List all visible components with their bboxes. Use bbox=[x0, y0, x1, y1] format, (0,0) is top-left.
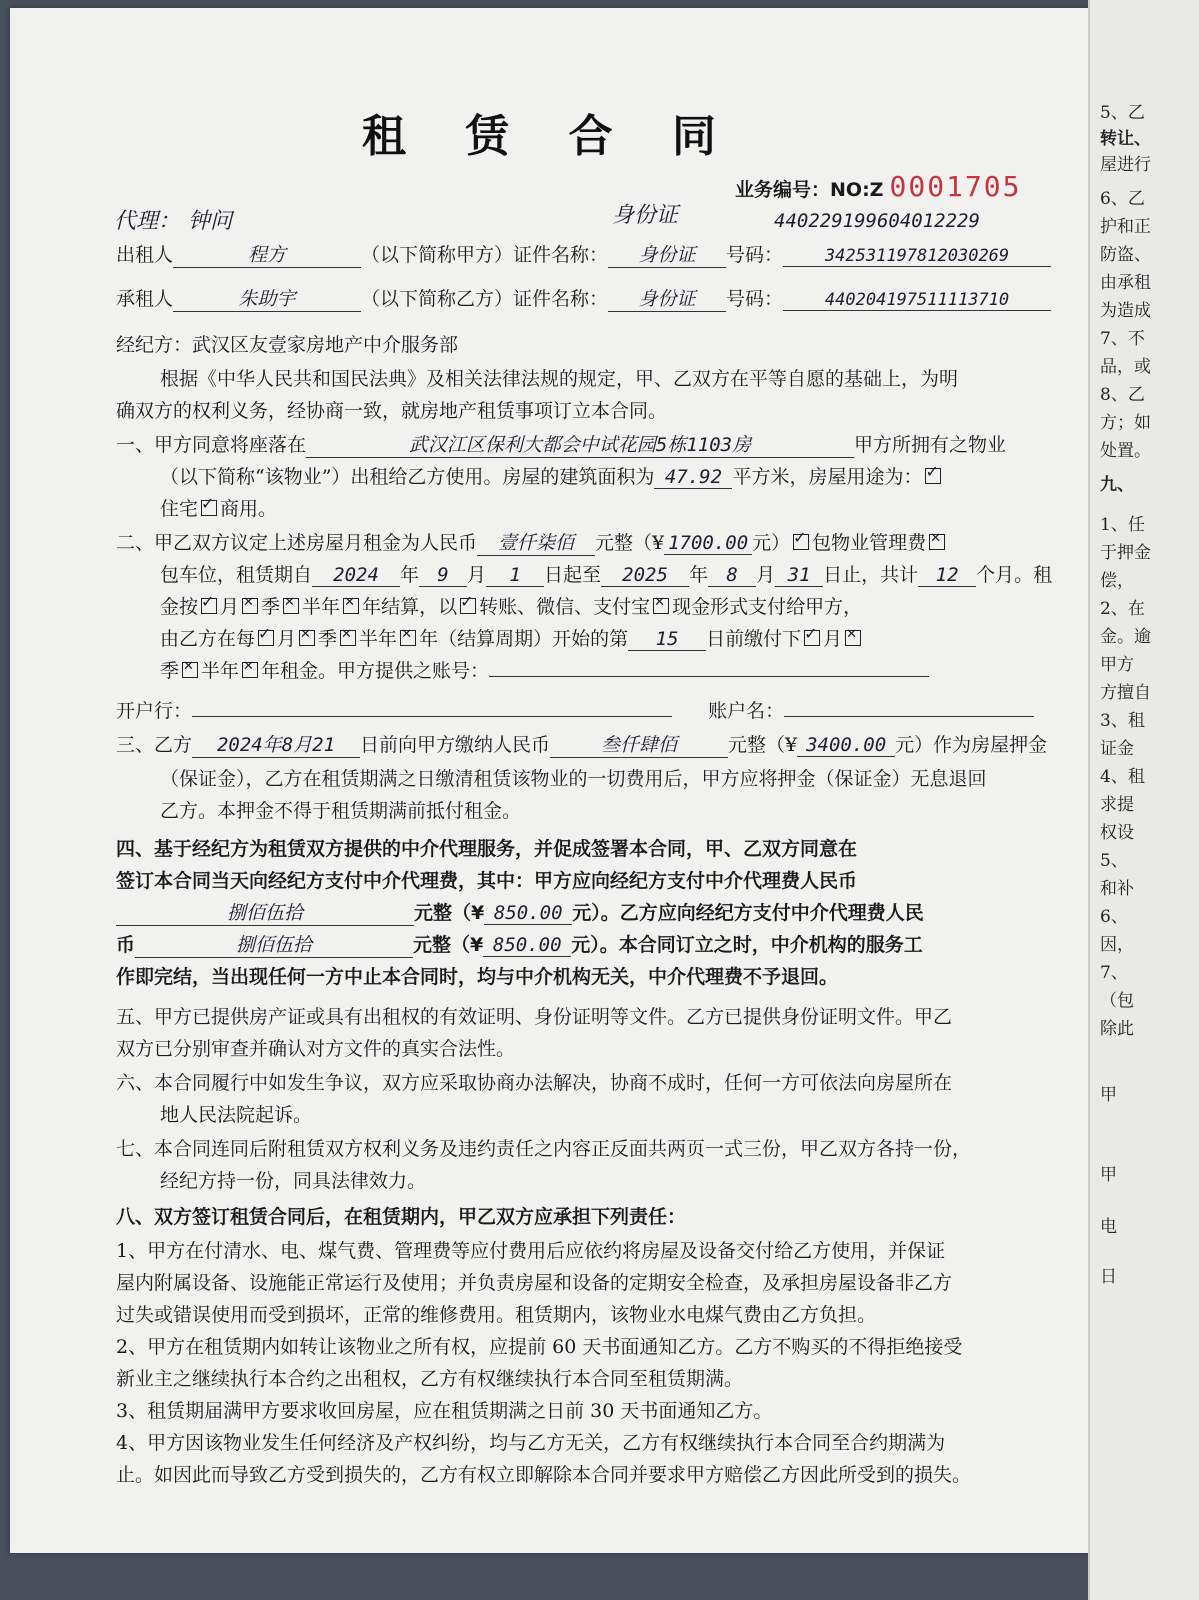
side-text: 防盗、 bbox=[1100, 245, 1151, 265]
clause-5-line-1: 五、甲方已提供房产证或具有出租权的有效证明、身份证明等文件。乙方已提供身份证明文件。甲乙 bbox=[116, 1006, 953, 1028]
clause-8-line: 3、租赁期届满甲方要求收回房屋，应在租赁期满之日前 30 天书面通知乙方。 bbox=[116, 1400, 773, 1422]
side-text: 九、 bbox=[1100, 475, 1134, 495]
clause-8-line: 2、甲方在租赁期内如转让该物业之所有权，应提前 60 天书面通知乙方。乙方不购买的不得拒绝接受 bbox=[116, 1336, 963, 1358]
fee-words-a: 捌佰伍拾 bbox=[116, 898, 414, 926]
lessor-name: 程方 bbox=[173, 240, 361, 268]
clause-8-line: 过失或错误使用而受到损坏，正常的维修费用。租赁期内，该物业水电煤气费由乙方负担。 bbox=[116, 1304, 877, 1326]
side-text: 5、 bbox=[1100, 851, 1128, 871]
property-address: 武汉江区保利大都会中试花园5栋1103房 bbox=[306, 430, 854, 458]
side-text: 护和正 bbox=[1100, 217, 1151, 237]
side-text: 甲方 bbox=[1100, 655, 1134, 675]
side-text: 4、租 bbox=[1100, 767, 1145, 787]
side-text: （包 bbox=[1100, 991, 1134, 1011]
clause-8-line: 1、甲方在付清水、电、煤气费、管理费等应付费用后应依约将房屋及设备交付给乙方使用，并保证 bbox=[116, 1240, 946, 1262]
contract-title: 租 赁 合 同 bbox=[362, 111, 738, 162]
adjacent-page bbox=[1088, 0, 1199, 1600]
side-text: 金。逾 bbox=[1100, 627, 1151, 647]
clause-8-line: 止。如因此而导致乙方受到损失的，乙方有权立即解除本合同并要求甲方赔偿乙方因此所受到的损失。 bbox=[116, 1464, 972, 1486]
side-text: 6、乙 bbox=[1100, 189, 1145, 209]
clause-2-line-5: 季✕ 半年✕ 年租金。甲方提供之账号： bbox=[160, 656, 929, 683]
bank-line: 开户行： 账户名： bbox=[116, 696, 1034, 723]
side-text: 品，或 bbox=[1100, 357, 1151, 377]
intro-line-1: 根据《中华人民共和国民法典》及相关法律法规的规定，甲、乙双方在平等自愿的基础上，为明 bbox=[160, 368, 959, 390]
side-text: 方；如 bbox=[1100, 413, 1151, 433]
side-text: 为造成 bbox=[1100, 301, 1151, 321]
side-text: 处置。 bbox=[1100, 441, 1151, 461]
side-text: 5、乙 bbox=[1100, 103, 1145, 123]
clause-1-line-2: （以下简称“该物业”）出租给乙方使用。房屋的建筑面积为 47.92 平方米，房屋用途为：✓ bbox=[160, 462, 944, 489]
broker-line: 经纪方：武汉区友壹家房地产中介服务部 bbox=[116, 334, 459, 356]
side-text: 甲 bbox=[1100, 1085, 1117, 1105]
side-text: 证金 bbox=[1100, 739, 1134, 759]
lessee-id: 440204197511113710 bbox=[783, 290, 1051, 311]
side-text: 求提 bbox=[1100, 795, 1134, 815]
clause-2-line-2: 包车位，租赁期自 2024 年 9 月 1 日起至 2025 年 8 月 31 日止，共计 12 个月。租 bbox=[160, 564, 1053, 586]
fee-amount-a: 850.00 bbox=[484, 902, 572, 925]
lessor-line: 出租人 程方 （以下简称甲方）证件名称： 身份证 号码： 342531197812030269 bbox=[116, 240, 1051, 268]
deposit-amount: 3400.00 bbox=[797, 734, 895, 757]
fee-words-b: 捌佰伍拾 bbox=[135, 930, 413, 958]
clause-6-line-1: 六、本合同履行中如发生争议，双方应采取协商办法解决，协商不成时，任何一方可依法向房屋所在 bbox=[116, 1072, 953, 1094]
clause-4-line-1: 四、基于经纪方为租赁双方提供的中介代理服务，并促成签署本合同，甲、乙双方同意在 bbox=[116, 838, 858, 860]
pay-day: 15 bbox=[628, 628, 706, 651]
side-text: 权设 bbox=[1100, 823, 1134, 843]
clause-1-line-3: 住宅✓ 商用。 bbox=[160, 494, 277, 521]
clause-2-line-4: 由乙方在每✓ 月✕ 季✕ 半年✕ 年（结算周期）开始的第 15 日前缴付下✓ 月✕ bbox=[160, 624, 864, 651]
clause-1-line-1: 一、甲方同意将座落在 武汉江区保利大都会中试花园5栋1103房 甲方所拥有之物业 bbox=[116, 430, 1006, 458]
clause-8-line: 4、甲方因该物业发生任何经济及产权纠纷，均与乙方无关，乙方有权继续执行本合同至合约期满为 bbox=[116, 1432, 946, 1454]
side-text: 由承租 bbox=[1100, 273, 1151, 293]
clause-4-line-5: 作即完结，当出现任何一方中止本合同时，均与中介机构无关，中介代理费不予退回。 bbox=[116, 966, 839, 988]
clause-4-line-2: 签订本合同当天向经纪方支付中介代理费，其中：甲方应向经纪方支付中介代理费人民币 bbox=[116, 870, 858, 892]
side-text: 7、 bbox=[1100, 963, 1128, 983]
deposit-date: 2024年8月21 bbox=[192, 730, 360, 758]
serial-number: 业务编号：NO:Z 0001705 bbox=[735, 170, 1022, 203]
clause-8-title: 八、双方签订租赁合同后，在租赁期内，甲乙双方应承担下列责任： bbox=[116, 1206, 687, 1228]
side-text: 偿， bbox=[1100, 571, 1134, 591]
side-text: 3、租 bbox=[1100, 711, 1145, 731]
checkbox bbox=[925, 468, 941, 484]
rent-amount: 1700.00 bbox=[664, 532, 752, 555]
clause-4-line-3: 捌佰伍拾 元整（¥ 850.00 元）。乙方应向经纪方支付中介代理费人民 bbox=[116, 898, 924, 926]
clause-4-line-4: 币 捌佰伍拾 元整（¥ 850.00 元）。本合同订立之时，中介机构的服务工 bbox=[116, 930, 923, 958]
side-text: 7、不 bbox=[1100, 329, 1145, 349]
lessor-id: 342531197812030269 bbox=[783, 246, 1051, 267]
side-text: 转让、 bbox=[1100, 129, 1151, 149]
property-area: 47.92 bbox=[654, 466, 732, 489]
deposit-words: 叁仟肆佰 bbox=[550, 730, 728, 758]
lessee-name: 朱助宇 bbox=[173, 284, 361, 312]
side-text: 于押金 bbox=[1100, 543, 1151, 563]
clause-7-line-1: 七、本合同连同后附租赁双方权利义务及违约责任之内容正反面共两页一式三份，甲乙双方各持一份， bbox=[116, 1138, 972, 1160]
side-text: 电 bbox=[1100, 1217, 1117, 1237]
side-text: 1、任 bbox=[1100, 515, 1145, 535]
clause-3-line-2: （保证金），乙方在租赁期满之日缴清租赁该物业的一切费用后，甲方应将押金（保证金）无息退回 bbox=[160, 768, 987, 790]
side-text: 日 bbox=[1100, 1267, 1117, 1287]
clause-5-line-2: 双方已分别审查并确认对方文件的真实合法性。 bbox=[116, 1038, 516, 1060]
side-text: 8、乙 bbox=[1100, 385, 1145, 405]
side-text: 甲 bbox=[1100, 1165, 1117, 1185]
side-text: 除此 bbox=[1100, 1019, 1134, 1039]
intro-line-2: 确双方的权利义务，经协商一致，就房地产租赁事项订立本合同。 bbox=[116, 400, 668, 422]
side-text: 屋进行 bbox=[1100, 155, 1151, 175]
fee-amount-b: 850.00 bbox=[483, 934, 571, 957]
clause-3-line-1: 三、乙方 2024年8月21 日前向甲方缴纳人民币 叁仟肆佰 元整（¥ 3400.00 元）作为房屋押金 bbox=[116, 730, 1047, 758]
id-note: 身份证 bbox=[612, 203, 679, 228]
serial-number-value: 0001705 bbox=[889, 170, 1022, 203]
lessee-line: 承租人 朱助宇 （以下简称乙方）证件名称： 身份证 号码： 440204197511113710 bbox=[116, 284, 1051, 312]
clause-7-line-2: 经纪方持一份，同具法律效力。 bbox=[160, 1170, 427, 1192]
side-text: 2、在 bbox=[1100, 599, 1145, 619]
clause-2-line-3: 金按✓ 月✕ 季✕ 半年✕ 年结算，以✓ 转账、微信、支付宝✕ 现金形式支付给甲方， bbox=[160, 592, 862, 619]
side-text: 方擅自 bbox=[1100, 683, 1151, 703]
contract-page bbox=[10, 8, 1090, 1553]
clause-6-line-2: 地人民法院起诉。 bbox=[160, 1104, 313, 1126]
clause-2-line-1: 二、甲乙双方议定上述房屋月租金为人民币 壹仟柒佰 元整（¥ 1700.00 元）✓ 包物业管理费✕ bbox=[116, 528, 948, 556]
clause-8-line: 新业主之继续执行本合约之出租权，乙方有权继续执行本合同至租赁期满。 bbox=[116, 1368, 744, 1390]
side-text: 因， bbox=[1100, 935, 1134, 955]
id-note-number: 440229199604012229 bbox=[774, 210, 980, 232]
clause-3-line-3: 乙方。本押金不得于租赁期满前抵付租金。 bbox=[160, 800, 522, 822]
agent-note: 代理： 钟问 bbox=[114, 209, 233, 234]
side-text: 6、 bbox=[1100, 907, 1128, 927]
side-text: 和补 bbox=[1100, 879, 1134, 899]
clause-8-line: 屋内附属设备、设施能正常运行及使用；并负责房屋和设备的定期安全检查，及承担房屋设备非乙方 bbox=[116, 1272, 953, 1294]
rent-words: 壹仟柒佰 bbox=[477, 528, 595, 556]
